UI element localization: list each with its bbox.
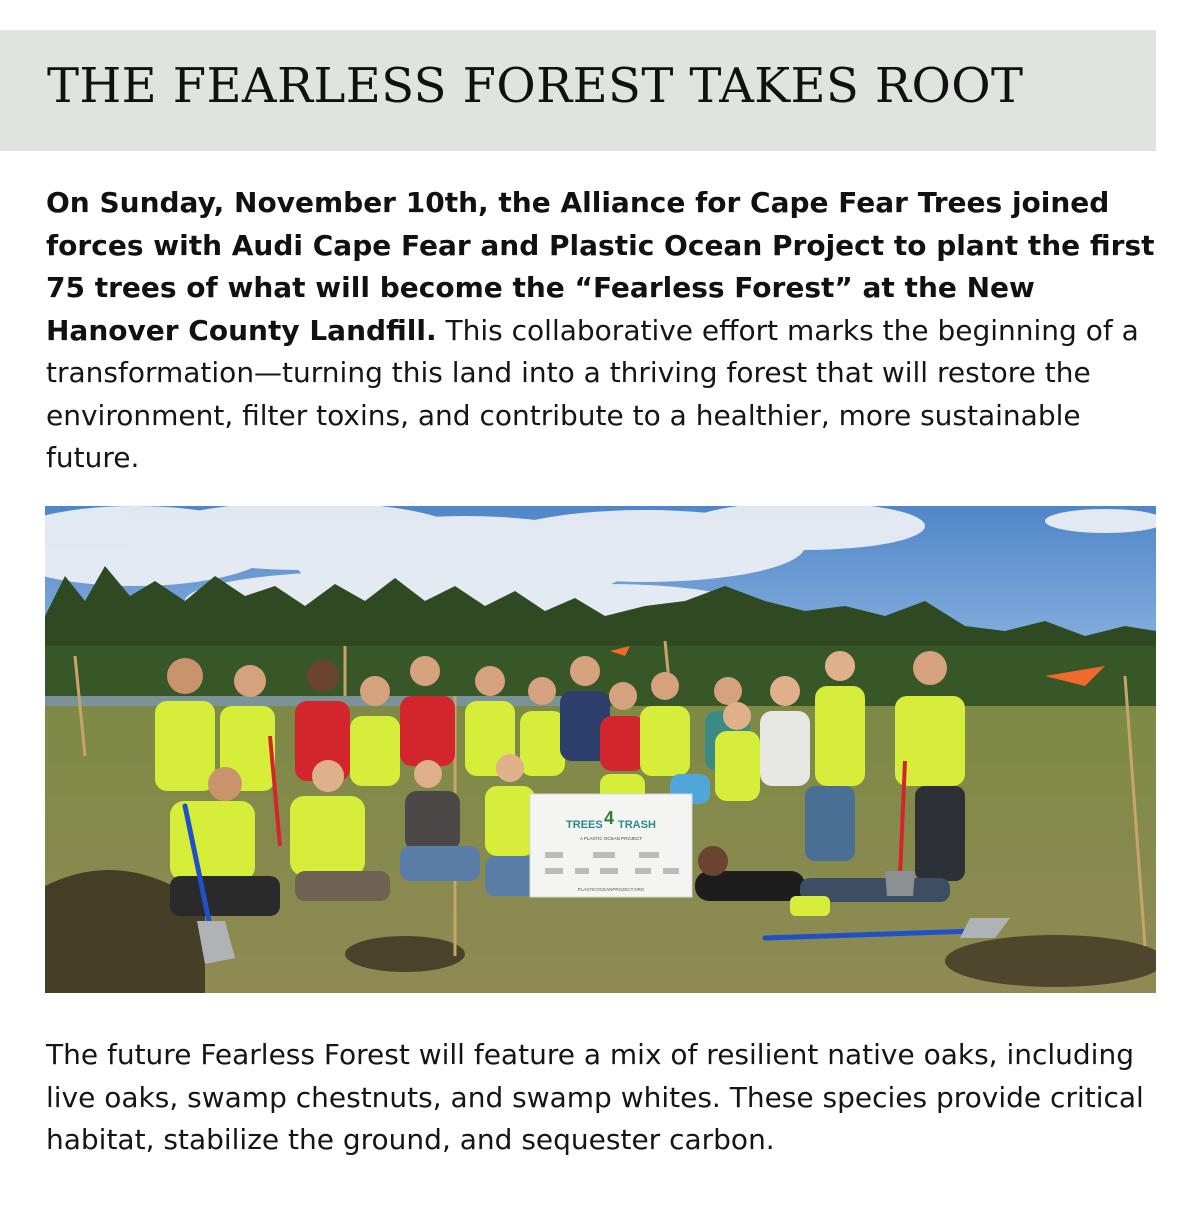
banner-url: PLASTICOCEANPROJECT.ORG — [577, 887, 645, 892]
banner-brand-right: TRASH — [618, 819, 656, 831]
banner-subtitle: A PLASTIC OCEAN PROJECT — [579, 836, 643, 841]
banner-brand-left: TREES — [566, 819, 603, 831]
intro-body: This collaborative effort marks the beginning of a transformation—turning this land into a thriving forest that will restore the environment, filter toxins, and contribute to a healthier, more sustainable future. — [46, 313, 1139, 474]
closing-paragraph: The future Fearless Forest will feature a mix of resilient native oaks, including live oaks, swamp chestnuts, and swamp whites. These species provide critical habitat, stabilize the ground, and sequester carbon. — [46, 1038, 1144, 1156]
intro-lead: On Sunday, November 10th, the Alliance for Cape Fear Trees joined forces with Audi Cape Fear and Plastic Ocean Project to plant the first 75 trees of what will become the “Fearless Forest” at the New Hanover County Landfill. — [46, 186, 1155, 347]
intro-paragraph — [46, 182, 1166, 480]
trees4trash-banner — [530, 794, 692, 897]
group-photo — [45, 506, 1156, 993]
page-title: THE FEARLESS FOREST TAKES ROOT — [47, 58, 1024, 114]
banner-brand-digit: 4 — [604, 808, 615, 828]
